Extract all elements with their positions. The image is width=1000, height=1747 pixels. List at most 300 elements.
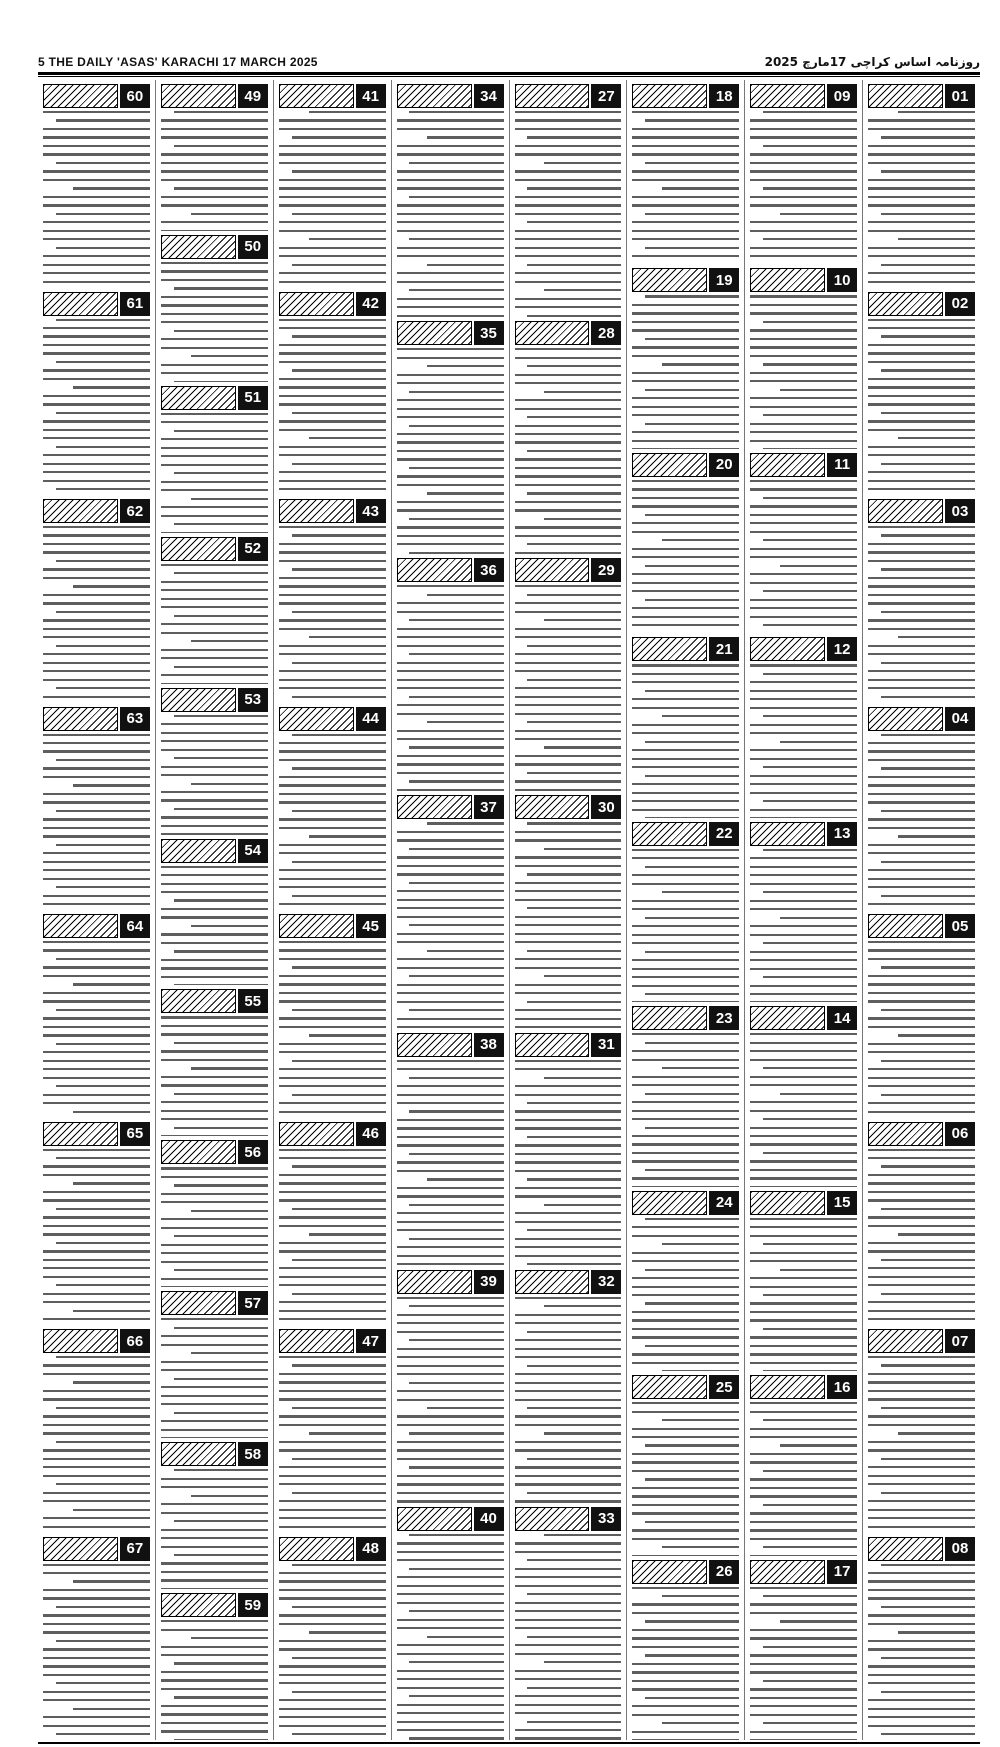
headline-hatch-bar — [161, 989, 236, 1013]
brief-body-text — [515, 1534, 622, 1740]
headline-hatch-bar — [397, 558, 472, 582]
news-brief — [397, 317, 504, 554]
headline-hatch-bar — [279, 499, 354, 523]
brief-header — [868, 499, 975, 523]
news-brief — [43, 495, 150, 703]
brief-number-badge: 17 — [827, 1560, 857, 1584]
headline-hatch-bar — [161, 235, 236, 259]
headline-hatch-bar — [43, 1537, 118, 1561]
brief-header — [750, 1006, 857, 1030]
news-brief — [868, 288, 975, 496]
brief-header — [868, 1122, 975, 1146]
brief-body-text — [161, 1469, 268, 1589]
news-brief — [750, 1187, 857, 1371]
brief-header — [750, 453, 857, 477]
brief-number-badge: 28 — [591, 321, 621, 345]
news-brief — [750, 449, 857, 633]
headline-hatch-bar — [632, 1560, 707, 1584]
brief-number-badge: 06 — [945, 1122, 975, 1146]
brief-header — [161, 1593, 268, 1617]
brief-header — [750, 1375, 857, 1399]
brief-number-badge: 22 — [709, 822, 739, 846]
brief-body-text — [279, 1564, 386, 1741]
news-brief — [43, 288, 150, 496]
brief-header — [161, 235, 268, 259]
headline-hatch-bar — [161, 537, 236, 561]
brief-header — [868, 914, 975, 938]
headline-hatch-bar — [161, 688, 236, 712]
headline-hatch-bar — [632, 1006, 707, 1030]
brief-header — [161, 537, 268, 561]
brief-body-text — [43, 1564, 150, 1741]
brief-body-text — [397, 822, 504, 1028]
brief-number-badge: 31 — [591, 1033, 621, 1057]
headline-hatch-bar — [632, 1191, 707, 1215]
brief-number-badge: 14 — [827, 1006, 857, 1030]
brief-body-text — [632, 849, 739, 1002]
news-brief — [43, 1118, 150, 1326]
brief-header — [515, 1033, 622, 1057]
headline-hatch-bar — [632, 1375, 707, 1399]
brief-body-text — [750, 111, 857, 264]
brief-number-badge: 15 — [827, 1191, 857, 1215]
brief-number-badge: 37 — [474, 795, 504, 819]
headline-hatch-bar — [632, 822, 707, 846]
brief-header — [279, 1122, 386, 1146]
news-brief — [868, 1118, 975, 1326]
brief-header — [161, 84, 268, 108]
news-brief — [868, 703, 975, 911]
brief-header — [632, 1191, 739, 1215]
brief-number-badge: 41 — [356, 84, 386, 108]
brief-number-badge: 04 — [945, 707, 975, 731]
brief-body-text — [750, 1587, 857, 1740]
brief-header — [161, 688, 268, 712]
headline-hatch-bar — [632, 453, 707, 477]
brief-header — [161, 989, 268, 1013]
brief-body-text — [279, 111, 386, 288]
brief-number-badge: 19 — [709, 268, 739, 292]
brief-header — [868, 84, 975, 108]
news-brief — [279, 1533, 386, 1741]
news-column — [391, 80, 509, 1740]
brief-header — [397, 321, 504, 345]
brief-header — [279, 499, 386, 523]
headline-hatch-bar — [632, 84, 707, 108]
headline-hatch-bar — [397, 84, 472, 108]
brief-number-badge: 65 — [120, 1122, 150, 1146]
brief-number-badge: 61 — [120, 292, 150, 316]
header-rule-thin — [38, 76, 980, 77]
brief-header — [750, 637, 857, 661]
brief-header — [515, 795, 622, 819]
brief-body-text — [43, 526, 150, 703]
news-column — [862, 80, 980, 1740]
brief-number-badge: 54 — [238, 839, 268, 863]
brief-number-badge: 32 — [591, 1270, 621, 1294]
news-brief — [750, 1002, 857, 1186]
brief-number-badge: 40 — [474, 1507, 504, 1531]
brief-header — [515, 321, 622, 345]
brief-body-text — [43, 319, 150, 496]
brief-body-text — [750, 1402, 857, 1555]
brief-header — [632, 268, 739, 292]
brief-header — [750, 84, 857, 108]
news-brief — [750, 1371, 857, 1555]
news-brief — [515, 791, 622, 1028]
brief-number-badge: 42 — [356, 292, 386, 316]
brief-header — [868, 707, 975, 731]
news-brief — [868, 495, 975, 703]
news-brief — [515, 1266, 622, 1503]
brief-number-badge: 53 — [238, 688, 268, 712]
brief-body-text — [279, 1356, 386, 1533]
news-brief — [750, 264, 857, 448]
headline-hatch-bar — [750, 453, 825, 477]
news-brief — [279, 703, 386, 911]
brief-number-badge: 27 — [591, 84, 621, 108]
brief-header — [397, 1507, 504, 1531]
brief-body-text — [161, 564, 268, 684]
brief-number-badge: 33 — [591, 1507, 621, 1531]
brief-body-text — [161, 1016, 268, 1136]
english-masthead: 5 THE DAILY 'ASAS' KARACHI 17 MARCH 2025 — [38, 55, 318, 69]
news-brief — [43, 1325, 150, 1533]
brief-body-text — [161, 1167, 268, 1287]
brief-number-badge: 11 — [827, 453, 857, 477]
news-brief — [632, 1556, 739, 1740]
news-brief — [397, 80, 504, 317]
news-brief — [279, 495, 386, 703]
brief-number-badge: 02 — [945, 292, 975, 316]
headline-hatch-bar — [868, 84, 943, 108]
brief-body-text — [279, 526, 386, 703]
headline-hatch-bar — [279, 914, 354, 938]
news-brief — [868, 80, 975, 288]
brief-body-text — [515, 111, 622, 317]
news-column — [273, 80, 391, 1740]
brief-body-text — [161, 1620, 268, 1740]
brief-body-text — [43, 941, 150, 1118]
brief-body-text — [397, 348, 504, 554]
news-brief — [43, 910, 150, 1118]
brief-header — [632, 1375, 739, 1399]
brief-number-badge: 63 — [120, 707, 150, 731]
brief-number-badge: 21 — [709, 637, 739, 661]
headline-hatch-bar — [750, 268, 825, 292]
brief-header — [397, 1270, 504, 1294]
headline-hatch-bar — [868, 1122, 943, 1146]
brief-number-badge: 16 — [827, 1375, 857, 1399]
brief-number-badge: 66 — [120, 1329, 150, 1353]
brief-body-text — [868, 734, 975, 911]
news-brief — [161, 684, 268, 835]
brief-number-badge: 45 — [356, 914, 386, 938]
news-brief — [632, 264, 739, 448]
headline-hatch-bar — [43, 499, 118, 523]
news-brief — [161, 1287, 268, 1438]
headline-hatch-bar — [161, 1593, 236, 1617]
brief-body-text — [632, 295, 739, 448]
news-brief — [43, 80, 150, 288]
news-brief — [632, 1187, 739, 1371]
news-brief — [515, 317, 622, 554]
brief-body-text — [161, 866, 268, 986]
brief-body-text — [279, 319, 386, 496]
brief-number-badge: 01 — [945, 84, 975, 108]
brief-header — [279, 84, 386, 108]
brief-body-text — [868, 1564, 975, 1741]
headline-hatch-bar — [43, 1122, 118, 1146]
news-brief — [161, 231, 268, 382]
brief-number-badge: 48 — [356, 1537, 386, 1561]
brief-body-text — [750, 1033, 857, 1186]
headline-hatch-bar — [868, 914, 943, 938]
brief-body-text — [515, 585, 622, 791]
brief-header — [397, 84, 504, 108]
news-brief — [632, 1371, 739, 1555]
brief-header — [279, 914, 386, 938]
headline-hatch-bar — [868, 1537, 943, 1561]
news-brief — [750, 1556, 857, 1740]
brief-body-text — [279, 1149, 386, 1326]
brief-header — [397, 1033, 504, 1057]
brief-header — [632, 453, 739, 477]
brief-number-badge: 13 — [827, 822, 857, 846]
headline-hatch-bar — [397, 321, 472, 345]
brief-header — [750, 1191, 857, 1215]
headline-hatch-bar — [632, 268, 707, 292]
brief-number-badge: 47 — [356, 1329, 386, 1353]
brief-number-badge: 26 — [709, 1560, 739, 1584]
brief-number-badge: 30 — [591, 795, 621, 819]
news-brief — [279, 288, 386, 496]
news-column — [626, 80, 744, 1740]
news-brief — [43, 1533, 150, 1741]
headline-hatch-bar — [43, 1329, 118, 1353]
news-brief — [632, 80, 739, 264]
brief-number-badge: 59 — [238, 1593, 268, 1617]
brief-body-text — [397, 1534, 504, 1740]
brief-header — [868, 1329, 975, 1353]
brief-header — [868, 292, 975, 316]
brief-header — [750, 1560, 857, 1584]
brief-body-text — [868, 319, 975, 496]
headline-hatch-bar — [279, 1537, 354, 1561]
brief-header — [632, 1560, 739, 1584]
brief-number-badge: 46 — [356, 1122, 386, 1146]
news-brief — [750, 80, 857, 264]
brief-body-text — [632, 1402, 739, 1555]
news-brief — [43, 703, 150, 911]
headline-hatch-bar — [868, 499, 943, 523]
brief-number-badge: 36 — [474, 558, 504, 582]
brief-header — [515, 84, 622, 108]
brief-number-badge: 55 — [238, 989, 268, 1013]
headline-hatch-bar — [750, 637, 825, 661]
brief-number-badge: 25 — [709, 1375, 739, 1399]
headline-hatch-bar — [161, 1140, 236, 1164]
brief-body-text — [868, 111, 975, 288]
brief-header — [632, 637, 739, 661]
brief-body-text — [868, 1356, 975, 1533]
brief-body-text — [632, 1587, 739, 1740]
headline-hatch-bar — [515, 1507, 590, 1531]
headline-hatch-bar — [868, 1329, 943, 1353]
brief-body-text — [397, 1060, 504, 1266]
news-brief — [868, 910, 975, 1118]
news-brief — [161, 533, 268, 684]
brief-body-text — [43, 734, 150, 911]
news-brief — [632, 818, 739, 1002]
headline-hatch-bar — [515, 84, 590, 108]
news-brief — [397, 1266, 504, 1503]
brief-body-text — [161, 413, 268, 533]
news-brief — [515, 1503, 622, 1740]
headline-hatch-bar — [397, 1033, 472, 1057]
brief-body-text — [161, 1318, 268, 1438]
brief-header — [279, 707, 386, 731]
brief-body-text — [868, 1149, 975, 1326]
headline-hatch-bar — [868, 707, 943, 731]
brief-body-text — [161, 262, 268, 382]
brief-body-text — [161, 715, 268, 835]
headline-hatch-bar — [632, 637, 707, 661]
brief-number-badge: 05 — [945, 914, 975, 938]
brief-header — [515, 558, 622, 582]
headline-hatch-bar — [43, 707, 118, 731]
brief-body-text — [868, 941, 975, 1118]
brief-body-text — [632, 480, 739, 633]
brief-header — [161, 1442, 268, 1466]
headline-hatch-bar — [515, 1033, 590, 1057]
brief-number-badge: 58 — [238, 1442, 268, 1466]
brief-body-text — [515, 1297, 622, 1503]
headline-hatch-bar — [279, 707, 354, 731]
news-brief — [868, 1325, 975, 1533]
brief-body-text — [397, 1297, 504, 1503]
brief-number-badge: 49 — [238, 84, 268, 108]
news-brief — [515, 1029, 622, 1266]
brief-body-text — [515, 348, 622, 554]
brief-header — [43, 707, 150, 731]
headline-hatch-bar — [161, 839, 236, 863]
brief-body-text — [161, 111, 268, 231]
brief-header — [43, 292, 150, 316]
news-brief — [397, 1503, 504, 1740]
news-brief — [279, 910, 386, 1118]
brief-number-badge: 64 — [120, 914, 150, 938]
headline-hatch-bar — [43, 914, 118, 938]
brief-header — [632, 1006, 739, 1030]
headline-hatch-bar — [161, 1291, 236, 1315]
news-brief — [397, 554, 504, 791]
brief-number-badge: 52 — [238, 537, 268, 561]
news-brief — [632, 1002, 739, 1186]
headline-hatch-bar — [279, 1122, 354, 1146]
news-brief — [632, 449, 739, 633]
news-column — [509, 80, 627, 1740]
brief-header — [750, 268, 857, 292]
news-column — [38, 80, 155, 1740]
brief-header — [397, 795, 504, 819]
brief-number-badge: 08 — [945, 1537, 975, 1561]
brief-header — [161, 386, 268, 410]
brief-number-badge: 44 — [356, 707, 386, 731]
brief-number-badge: 38 — [474, 1033, 504, 1057]
headline-hatch-bar — [43, 292, 118, 316]
brief-header — [632, 84, 739, 108]
headline-hatch-bar — [279, 292, 354, 316]
brief-body-text — [43, 1356, 150, 1533]
brief-number-badge: 62 — [120, 499, 150, 523]
headline-hatch-bar — [868, 292, 943, 316]
brief-header — [43, 1329, 150, 1353]
brief-body-text — [632, 111, 739, 264]
brief-number-badge: 20 — [709, 453, 739, 477]
news-brief — [750, 633, 857, 817]
brief-body-text — [750, 295, 857, 448]
brief-number-badge: 12 — [827, 637, 857, 661]
brief-header — [43, 1122, 150, 1146]
news-brief — [397, 1029, 504, 1266]
brief-number-badge: 07 — [945, 1329, 975, 1353]
brief-header — [279, 1329, 386, 1353]
brief-number-badge: 39 — [474, 1270, 504, 1294]
news-brief — [279, 1325, 386, 1533]
newspaper-page — [38, 80, 980, 1740]
headline-hatch-bar — [397, 1270, 472, 1294]
news-column — [744, 80, 862, 1740]
brief-number-badge: 43 — [356, 499, 386, 523]
brief-number-badge: 35 — [474, 321, 504, 345]
brief-number-badge: 10 — [827, 268, 857, 292]
headline-hatch-bar — [43, 84, 118, 108]
news-column — [155, 80, 273, 1740]
brief-body-text — [515, 1060, 622, 1266]
news-brief — [515, 80, 622, 317]
brief-body-text — [279, 734, 386, 911]
page-header — [38, 52, 980, 72]
brief-number-badge: 18 — [709, 84, 739, 108]
brief-body-text — [868, 526, 975, 703]
brief-body-text — [750, 664, 857, 817]
headline-hatch-bar — [161, 84, 236, 108]
news-brief — [161, 985, 268, 1136]
headline-hatch-bar — [750, 1375, 825, 1399]
headline-hatch-bar — [279, 84, 354, 108]
news-brief — [397, 791, 504, 1028]
news-brief — [161, 382, 268, 533]
headline-hatch-bar — [750, 84, 825, 108]
news-brief — [632, 633, 739, 817]
brief-header — [161, 1140, 268, 1164]
headline-hatch-bar — [279, 1329, 354, 1353]
headline-hatch-bar — [750, 822, 825, 846]
brief-body-text — [750, 849, 857, 1002]
headline-hatch-bar — [161, 386, 236, 410]
brief-number-badge: 60 — [120, 84, 150, 108]
headline-hatch-bar — [397, 1507, 472, 1531]
news-brief — [279, 80, 386, 288]
news-brief — [515, 554, 622, 791]
headline-hatch-bar — [515, 1270, 590, 1294]
news-brief — [161, 1136, 268, 1287]
headline-hatch-bar — [515, 558, 590, 582]
news-brief — [750, 818, 857, 1002]
brief-number-badge: 34 — [474, 84, 504, 108]
headline-hatch-bar — [397, 795, 472, 819]
